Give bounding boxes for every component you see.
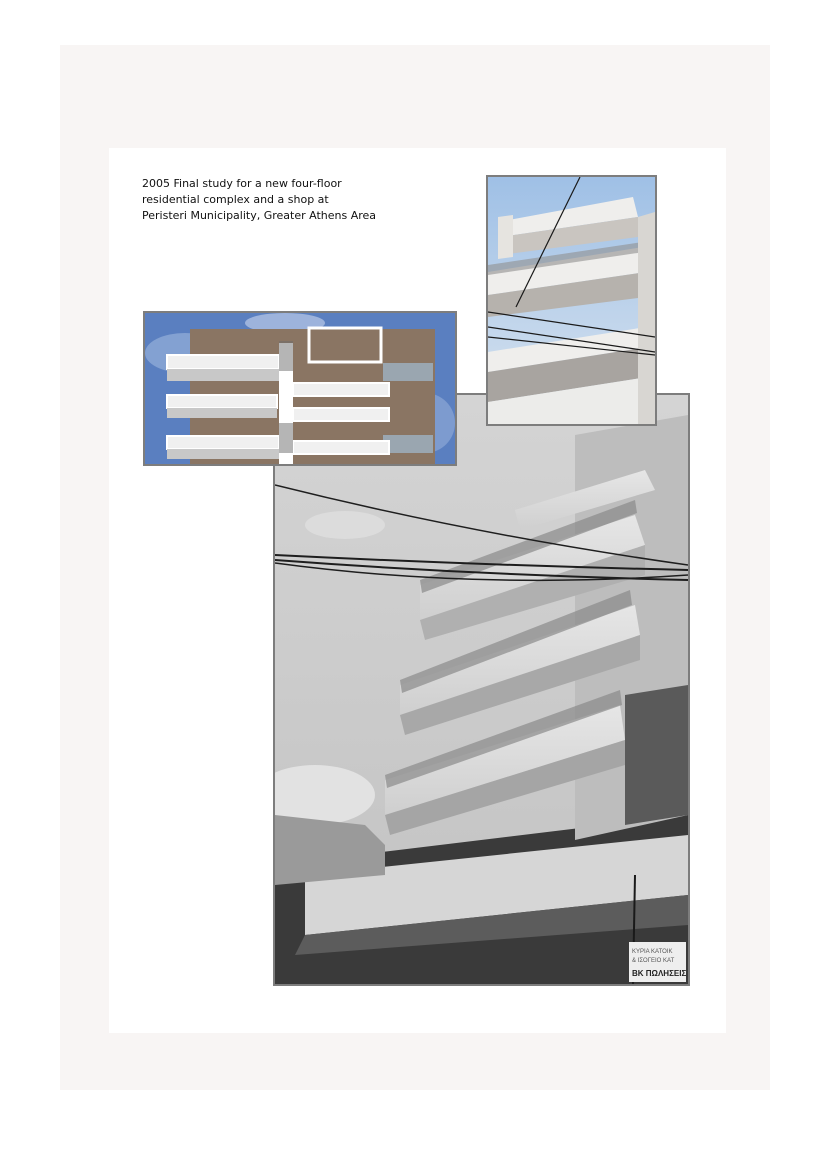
building-render-graphic [145, 313, 455, 464]
sign-line-1: ΚΥΡΙΑ ΚΑΤΟΙΚ [632, 949, 673, 955]
building-photo-main-graphic [275, 395, 688, 984]
caption-line-3: Peristeri Municipality, Greater Athens Area [142, 209, 377, 222]
sign-line-3: ΒΚ ΠΩΛΗΣΕΙΣ [632, 969, 687, 978]
sign-line-2: & ΙΣΟΓΕΙΟ ΚΑΤ [632, 958, 675, 964]
shop-sign [629, 942, 686, 982]
caption-line-2: residential complex and a shop at [142, 193, 329, 206]
project-caption [142, 176, 442, 224]
caption-line-1: 2005 Final study for a new four-floor [142, 177, 342, 190]
balcony-detail-graphic [488, 177, 655, 424]
building-render-image [143, 311, 457, 466]
balcony-detail-photo [486, 175, 657, 426]
building-photo-main [273, 393, 690, 986]
